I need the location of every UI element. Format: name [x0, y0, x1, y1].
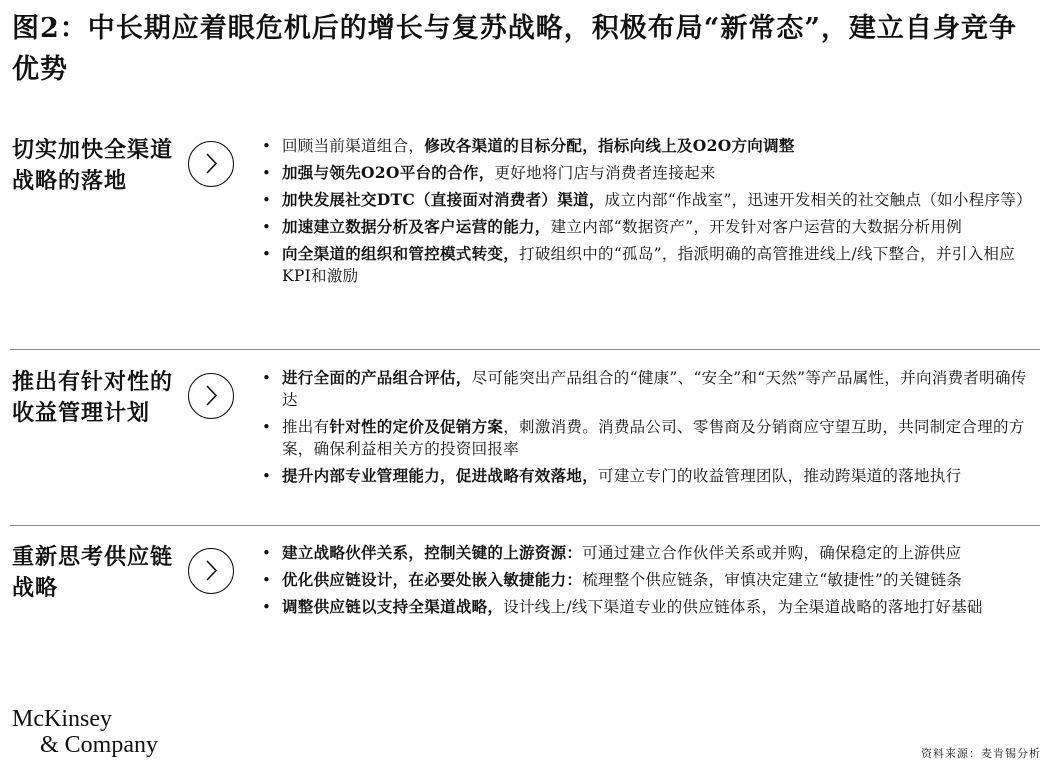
- list-item: • 加快发展社交DTC（直接面对消费者）渠道，成立内部“作战室”，迅速开发相关的社交触点（如小程序等）: [262, 189, 1040, 211]
- divider: [10, 349, 1040, 350]
- list-item: • 加速建立数据分析及客户运营的能力，建立内部“数据资产”，开发针对客户运营的大数据分析用例: [262, 216, 1040, 238]
- section-title: 切实加快全渠道战略的落地: [12, 137, 174, 194]
- bullet-list: [262, 135, 1040, 292]
- logo-line-1: McKinsey: [12, 706, 112, 732]
- list-item: • 优化供应链设计，在必要处嵌入敏捷能力：梳理整个供应链条，审慎决定建立“敏捷性”的关键链条: [262, 569, 1040, 591]
- list-item: • 加强与领先O2O平台的合作，更好地将门店与消费者连接起来: [262, 162, 1040, 184]
- page-title: 图2：中长期应着眼危机后的增长与复苏战略，积极布局“新常态”，建立自身竞争优势: [12, 13, 1017, 85]
- section-title: 重新思考供应链战略: [12, 544, 174, 601]
- section-title: 推出有针对性的收益管理计划: [12, 369, 174, 426]
- chevron-right-icon: [188, 548, 234, 594]
- list-item: • 推出有针对性的定价及促销方案，刺激消费。消费品公司、零售商及分销商应守望互助，共同制定合理的方案，确保利益相关方的投资回报率: [262, 416, 1040, 460]
- list-item: • 调整供应链以支持全渠道战略，设计线上/线下渠道专业的供应链体系，为全渠道战略的落地打好基础: [262, 596, 1040, 618]
- mckinsey-logo: [12, 706, 158, 758]
- bullet-list: [262, 542, 1040, 623]
- divider: [10, 525, 1040, 526]
- list-item: • 进行全面的产品组合评估，尽可能突出产品组合的“健康”、“安全”和“天然”等产品属性，并向消费者明确传达: [262, 367, 1040, 411]
- bullet-list: [262, 367, 1040, 492]
- list-item: • 向全渠道的组织和管控模式转变，打破组织中的“孤岛”，指派明确的高管推进线上/线下整合，并引入相应KPI和激励: [262, 243, 1040, 287]
- list-item: • 建立战略伙伴关系，控制关键的上游资源：可通过建立合作伙伴关系或并购，确保稳定的上游供应: [262, 542, 1040, 564]
- chevron-right-icon: [188, 373, 234, 419]
- logo-line-2: & Company: [40, 732, 158, 758]
- list-item: • 提升内部专业管理能力，促进战略有效落地，可建立专门的收益管理团队，推动跨渠道的落地执行: [262, 465, 1040, 487]
- list-item: • 回顾当前渠道组合，修改各渠道的目标分配，指标向线上及O2O方向调整: [262, 135, 1040, 157]
- source-note: 资料来源：麦肯锡分析: [921, 747, 1041, 760]
- chevron-right-icon: [188, 141, 234, 187]
